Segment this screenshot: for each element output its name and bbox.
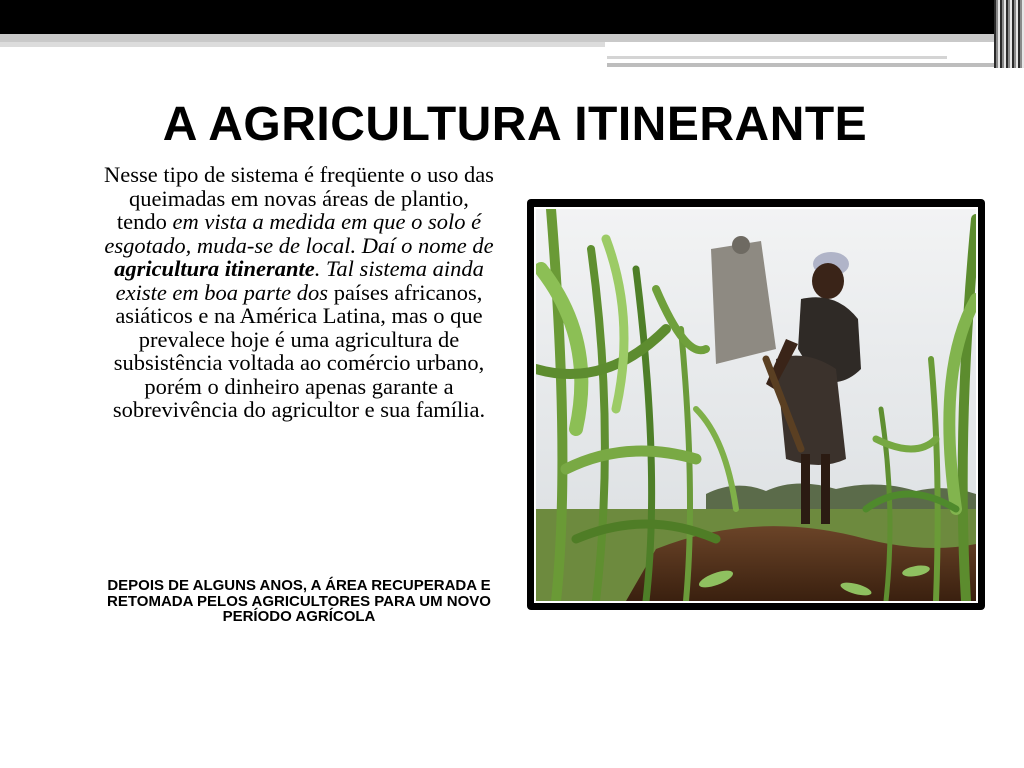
farmer-hoeing-photo [536,209,976,601]
paragraph-highlight: agricultura itinerante [114,256,315,281]
body-paragraph [104,163,494,422]
header-bar [0,0,1024,34]
paragraph-part-2: em vista a medida em que o solo é esgotado, muda-se de local. Daí o nome de [104,209,494,258]
photo-frame [527,199,985,610]
photo-caption: DEPOIS DE ALGUNS ANOS, A ÁREA RECUPERADA E RETOMADA PELOS AGRICULTORES PARA UM NOVO PERÍODO AGRÍCOLA [107,577,491,625]
header-accent-line-2 [0,42,605,47]
decor-line-2 [607,63,1002,67]
paragraph-part-1: Nesse tipo de sistema é freqüente o uso das queimadas em novas áreas de plantio, tendo [104,162,494,234]
paragraph-part-5: países africanos, asiáticos e na América Latina, mas o que prevalece hoje é uma agricultura de subsistência voltada ao comércio urbano, porém o dinheiro apenas garante a sobrevivência do agricultor e sua família. [112,279,486,422]
decor-stripes [994,0,1024,68]
photo-mat [534,207,978,603]
header-accent-line [0,34,1000,42]
paragraph-part-4: . Tal sistema ainda existe em boa parte dos [115,256,484,305]
slide-title: A AGRICULTURA ITINERANTE [162,98,868,151]
decor-line-1 [607,56,947,59]
